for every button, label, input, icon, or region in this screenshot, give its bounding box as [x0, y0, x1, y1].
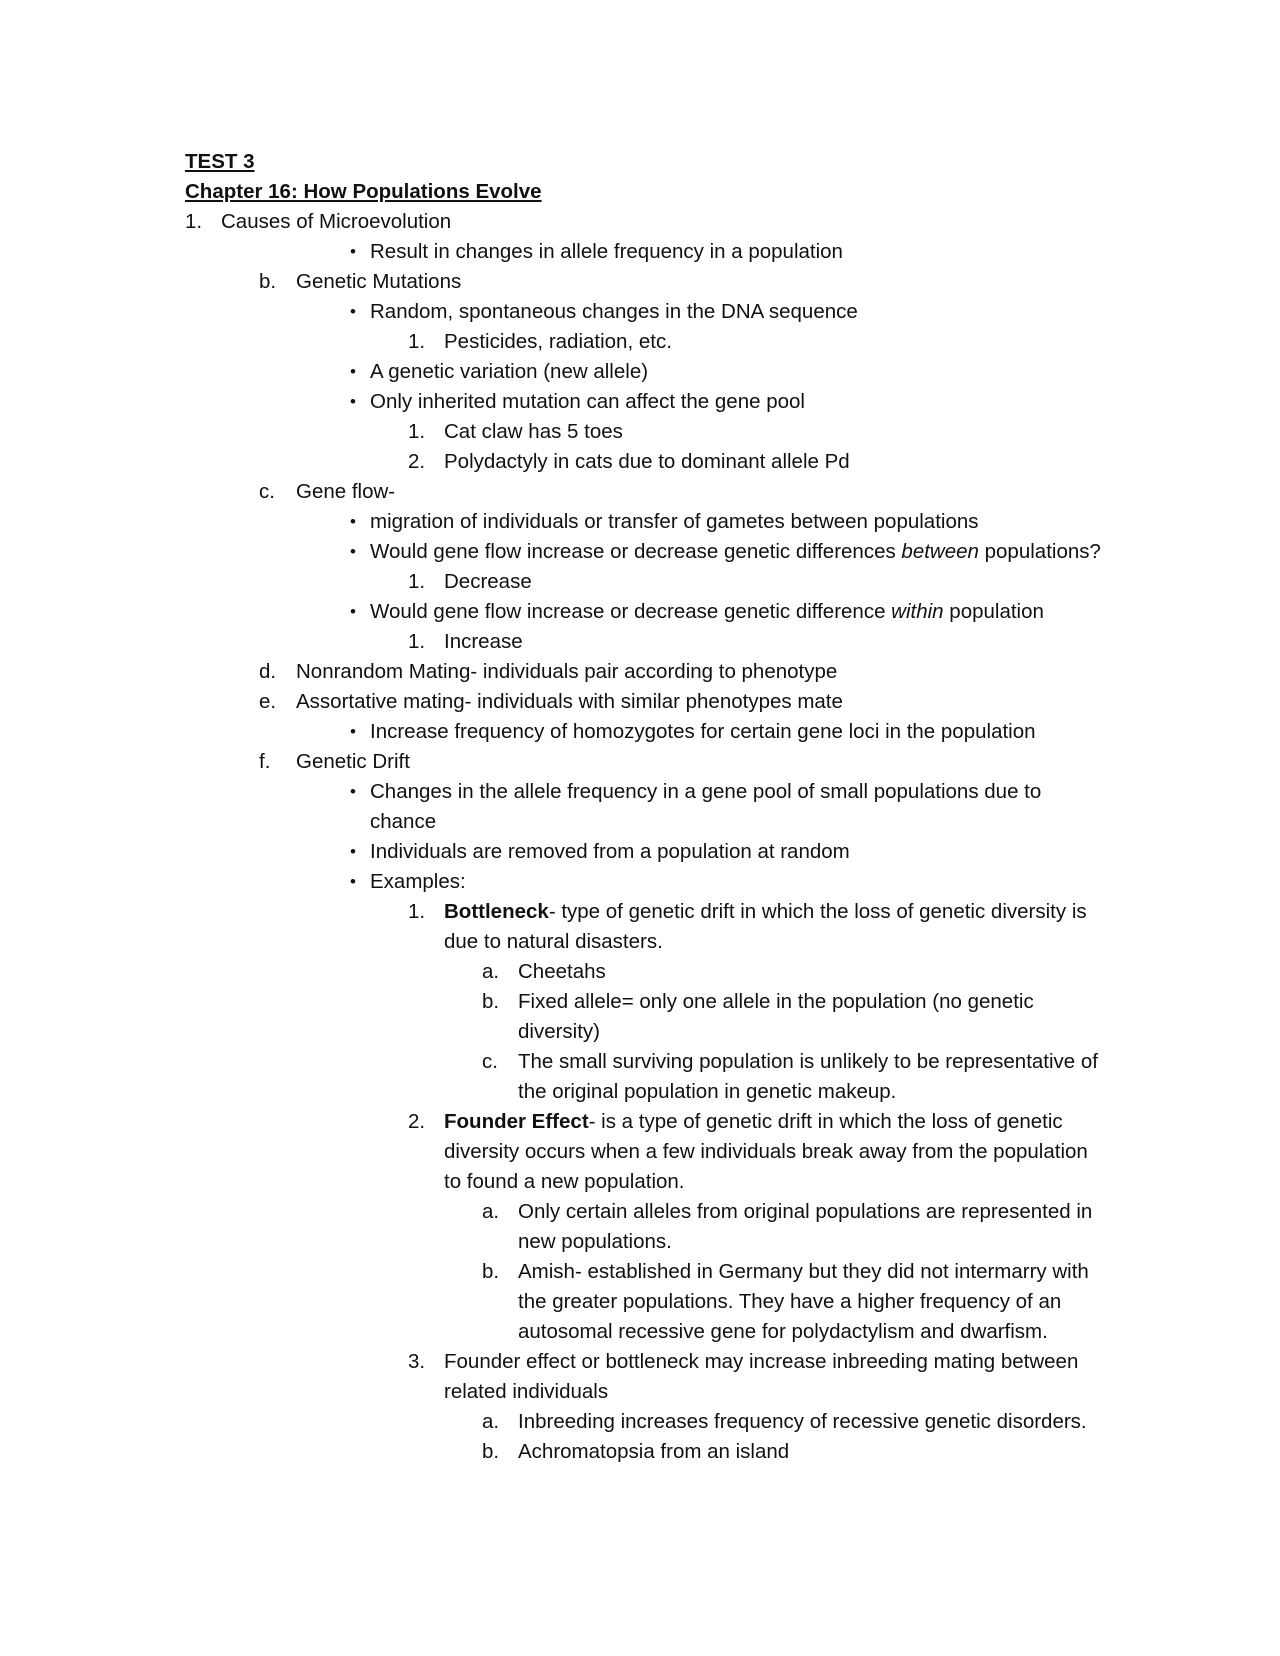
chapter-heading: Chapter 16: How Populations Evolve [185, 180, 542, 203]
text-run: populations? [978, 540, 1101, 563]
bold-term: Founder Effect [444, 1110, 589, 1133]
list-item [0, 447, 1280, 477]
bullet-icon: • [350, 722, 356, 741]
bullet-icon: • [350, 872, 356, 891]
list-item [0, 237, 1280, 267]
list-item [0, 777, 1280, 807]
list-marker: 1. [408, 420, 426, 443]
list-item-text: chance [370, 810, 437, 833]
bullet-icon: • [350, 842, 356, 861]
list-item [0, 837, 1280, 867]
list-item-text: diversity occurs when a few individuals break away from the population [444, 1140, 1088, 1163]
list-item-continuation [0, 1377, 1280, 1407]
list-item-text: Changes in the allele frequency in a gene pool of small populations due to [370, 780, 1042, 803]
list-item-text: Increase [444, 630, 523, 653]
list-item [0, 1047, 1280, 1077]
bullet-icon: • [350, 242, 356, 261]
list-item-text [444, 897, 1087, 927]
list-item-text: A genetic variation (new allele) [370, 360, 649, 383]
list-item-text: to found a new population. [444, 1170, 685, 1193]
list-item [0, 897, 1280, 927]
list-item-text: Inbreeding increases frequency of recessive genetic disorders. [518, 1410, 1087, 1433]
list-item-continuation [0, 1077, 1280, 1107]
list-marker: b. [482, 990, 500, 1013]
list-item [0, 1437, 1280, 1467]
bullet-icon: • [350, 302, 356, 321]
list-item-text: Gene flow- [296, 480, 396, 503]
list-marker: b. [482, 1440, 500, 1463]
list-item [0, 1197, 1280, 1227]
bullet-icon: • [350, 782, 356, 801]
list-item-text: Fixed allele= only one allele in the population (no genetic [518, 990, 1034, 1013]
list-item [0, 417, 1280, 447]
list-item [0, 657, 1280, 687]
list-item-text: Cheetahs [518, 960, 606, 983]
list-item-text: new populations. [518, 1230, 672, 1253]
test-heading: TEST 3 [185, 150, 255, 173]
list-marker: 1. [185, 210, 203, 233]
list-item-continuation [0, 927, 1280, 957]
list-item-continuation [0, 1287, 1280, 1317]
list-marker: 3. [408, 1350, 426, 1373]
list-item-text: due to natural disasters. [444, 930, 663, 953]
list-item [0, 987, 1280, 1017]
list-item [0, 357, 1280, 387]
text-run: Would gene flow increase or decrease genetic differences [370, 540, 902, 563]
text-run: Would gene flow increase or decrease genetic difference [370, 600, 892, 623]
text-run: - is a type of genetic drift in which the loss of genetic [588, 1110, 1063, 1133]
list-item [0, 327, 1280, 357]
list-item [0, 507, 1280, 537]
list-item-continuation [0, 1017, 1280, 1047]
list-item-text: Random, spontaneous changes in the DNA sequence [370, 300, 858, 323]
list-item [0, 867, 1280, 897]
list-item-text: Only inherited mutation can affect the gene pool [370, 390, 805, 413]
list-item [0, 747, 1280, 777]
bold-term: Bottleneck [444, 900, 549, 923]
list-marker: d. [259, 660, 277, 683]
list-item [0, 567, 1280, 597]
list-item [0, 957, 1280, 987]
test-title [0, 147, 1280, 177]
bullet-icon: • [350, 362, 356, 381]
list-item-text: the greater populations. They have a higher frequency of an [518, 1290, 1062, 1313]
list-item-text: Amish- established in Germany but they did not intermarry with [518, 1260, 1089, 1283]
list-item [0, 717, 1280, 747]
list-marker: b. [482, 1260, 500, 1283]
list-item-text: related individuals [444, 1380, 609, 1403]
list-item-continuation [0, 1317, 1280, 1347]
bullet-icon: • [350, 542, 356, 561]
bullet-icon: • [350, 602, 356, 621]
list-item-text: The small surviving population is unlikely to be representative of [518, 1050, 1098, 1073]
emphasis-text: within [891, 600, 944, 623]
list-item [0, 1407, 1280, 1437]
list-item-text: Cat claw has 5 toes [444, 420, 623, 443]
list-marker: 2. [408, 1110, 426, 1133]
list-item-text: Result in changes in allele frequency in a population [370, 240, 843, 263]
list-item-text: diversity) [518, 1020, 601, 1043]
list-marker: 1. [408, 570, 426, 593]
list-item-continuation [0, 1167, 1280, 1197]
list-item-text: Causes of Microevolution [221, 210, 452, 233]
text-run: population [943, 600, 1044, 623]
list-marker: c. [482, 1050, 498, 1073]
list-marker: a. [482, 1200, 500, 1223]
list-item [0, 387, 1280, 417]
list-item [0, 537, 1280, 567]
list-item-text: Genetic Drift [296, 750, 410, 773]
list-marker: c. [259, 480, 275, 503]
text-run: - type of genetic drift in which the loss of genetic diversity is [548, 900, 1087, 923]
list-item [0, 597, 1280, 627]
list-item-continuation [0, 1137, 1280, 1167]
list-marker: e. [259, 690, 277, 713]
list-item-text: Decrease [444, 570, 532, 593]
list-marker: 1. [408, 630, 426, 653]
list-item-text: Only certain alleles from original populations are represented in [518, 1200, 1093, 1223]
chapter-title [0, 177, 1280, 207]
list-marker: f. [259, 750, 271, 773]
list-item-text: Individuals are removed from a population at random [370, 840, 850, 863]
list-item [0, 267, 1280, 297]
list-item [0, 297, 1280, 327]
list-item [0, 1347, 1280, 1377]
list-item-text: Nonrandom Mating- individuals pair according to phenotype [296, 660, 838, 683]
list-marker: a. [482, 1410, 500, 1433]
list-item-text: the original population in genetic makeup. [518, 1080, 897, 1103]
list-marker: 1. [408, 900, 426, 923]
list-item [0, 207, 1280, 237]
bullet-icon: • [350, 512, 356, 531]
list-item-continuation [0, 1227, 1280, 1257]
list-item-text [370, 537, 1101, 567]
list-marker: 2. [408, 450, 426, 473]
list-item-text: migration of individuals or transfer of gametes between populations [370, 510, 979, 533]
list-item-text [370, 597, 1044, 627]
list-item-text: Genetic Mutations [296, 270, 462, 293]
list-item-text: Assortative mating- individuals with similar phenotypes mate [296, 690, 843, 713]
list-marker: 1. [408, 330, 426, 353]
list-item [0, 687, 1280, 717]
list-item [0, 1257, 1280, 1287]
bullet-icon: • [350, 392, 356, 411]
list-item-text: autosomal recessive gene for polydactylism and dwarfism. [518, 1320, 1048, 1343]
list-marker: b. [259, 270, 277, 293]
list-item [0, 627, 1280, 657]
emphasis-text: between [901, 540, 979, 563]
list-item-text: Polydactyly in cats due to dominant allele Pd [444, 450, 850, 473]
list-item [0, 1107, 1280, 1137]
list-marker: a. [482, 960, 500, 983]
list-item-text: Increase frequency of homozygotes for certain gene loci in the population [370, 720, 1036, 743]
list-item-continuation [0, 807, 1280, 837]
list-item-text: Founder effect or bottleneck may increase inbreeding mating between [444, 1350, 1079, 1373]
list-item-text: Achromatopsia from an island [518, 1440, 790, 1463]
list-item-text: Examples: [370, 870, 466, 893]
list-item-text [444, 1107, 1063, 1137]
list-item-text: Pesticides, radiation, etc. [444, 330, 672, 353]
list-item [0, 477, 1280, 507]
